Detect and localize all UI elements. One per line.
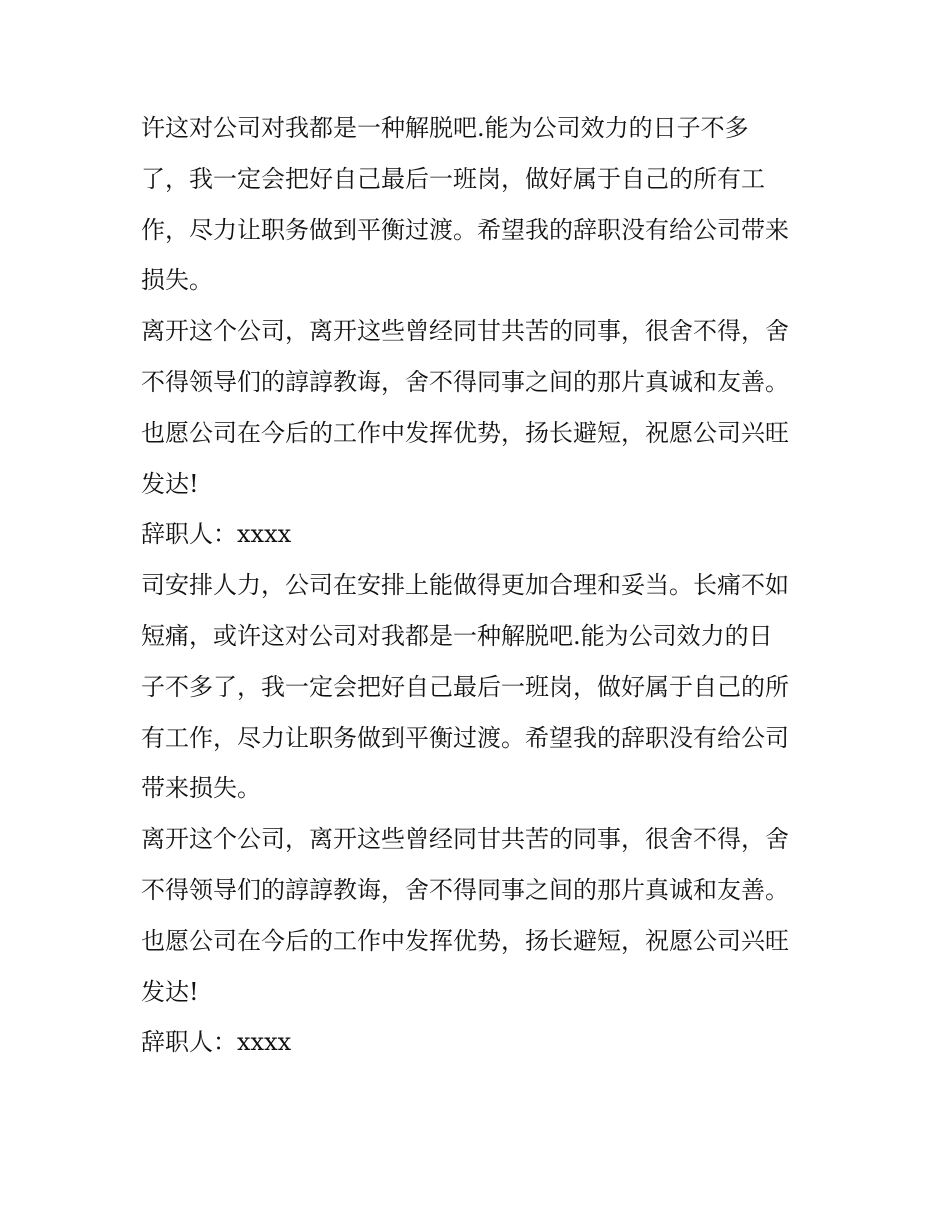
text-line: 损失。 [141, 266, 213, 295]
text-line: 发达! [141, 469, 199, 498]
text-line: 不得领导们的諄諄教诲，舍不得同事之间的那片真诚和友善。 [141, 367, 789, 396]
text-line: 有工作，尽力让职务做到平衡过渡。希望我的辞职没有给公司 [141, 723, 789, 752]
text-line: 离开这个公司，离开这些曾经同甘共苦的同事，很舍不得，舍 [141, 825, 789, 854]
text-line: 子不多了，我一定会把好自己最后一班岗，做好属于自己的所 [141, 672, 789, 701]
text-line: 也愿公司在今后的工作中发挥优势，扬长避短，祝愿公司兴旺 [141, 926, 789, 955]
text-line: 离开这个公司，离开这些曾经同甘共苦的同事，很舍不得，舍 [141, 317, 789, 346]
text-line: 短痛，或许这对公司对我都是一种解脱吧.能为公司效力的日 [141, 621, 773, 650]
text-line: 司安排人力，公司在安排上能做得更加合理和妥当。长痛不如 [141, 571, 789, 600]
text-line: 发达! [141, 977, 199, 1006]
document-body [141, 103, 821, 1068]
text-line: 带来损失。 [141, 774, 261, 803]
text-line: 许这对公司对我都是一种解脱吧.能为公司效力的日子不多 [141, 114, 749, 142]
text-line: 也愿公司在今后的工作中发挥优势，扬长避短，祝愿公司兴旺 [141, 418, 789, 447]
text-line: 作，尽力让职务做到平衡过渡。希望我的辞职没有给公司带来 [141, 215, 789, 244]
signature-line: 辞职人：xxxx [141, 1028, 292, 1057]
text-line: 不得领导们的諄諄教诲，舍不得同事之间的那片真诚和友善。 [141, 875, 789, 904]
signature-line: 辞职人：xxxx [141, 520, 292, 549]
text-line: 了，我一定会把好自己最后一班岗，做好属于自己的所有工 [141, 164, 765, 193]
